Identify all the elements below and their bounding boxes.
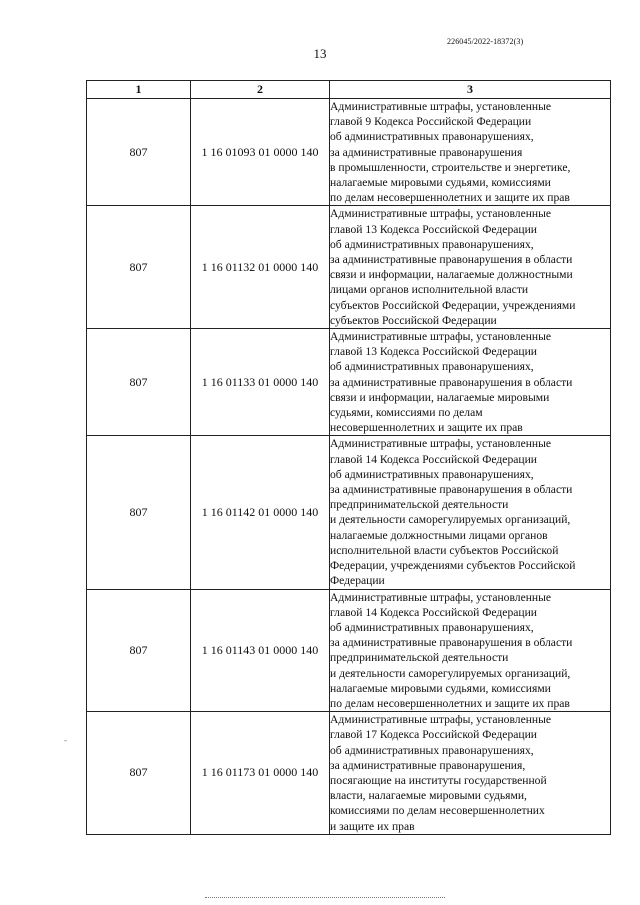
table-row (87, 589, 611, 712)
revenue-name-line: об административных правонарушениях, (330, 620, 534, 634)
admin-code-cell: 807 (87, 589, 191, 712)
revenue-name-line: посягающие на институты государственной (330, 773, 547, 787)
revenue-name-line: Административные штрафы, установленные (330, 713, 552, 727)
table-row (87, 99, 611, 206)
admin-code-cell: 807 (87, 206, 191, 329)
table-row (87, 329, 611, 436)
revenue-name-line: субъектов Российской Федерации (330, 313, 497, 327)
revenue-name-line: главой 13 Кодекса Российской Федерации (330, 222, 538, 236)
margin-mark: - (64, 735, 67, 745)
revenue-name-line: в промышленности, строительстве и энергетике, (330, 160, 571, 174)
revenue-name-line: субъектов Российской Федерации, учреждениями (330, 298, 576, 312)
kbk-code-cell: 1 16 01093 01 0000 140 (191, 99, 330, 206)
revenue-name-line: связи и информации, налагаемые должностными (330, 268, 573, 282)
revenue-name-cell (330, 436, 611, 589)
revenue-name-cell (330, 712, 611, 835)
column-header-1: 1 (87, 81, 191, 99)
revenue-name-line: Административные штрафы, установленные (330, 330, 552, 344)
revenue-name-line: главой 14 Кодекса Российской Федерации (330, 605, 538, 619)
revenue-name-cell (330, 329, 611, 436)
revenue-name-line: за административные правонарушения, (330, 758, 526, 772)
table-row (87, 712, 611, 835)
revenue-name-line: главой 9 Кодекса Российской Федерации (330, 115, 532, 129)
revenue-name-line: налагаемые мировыми судьями, комиссиями (330, 681, 551, 695)
admin-code-cell: 807 (87, 329, 191, 436)
revenue-name-line: лицами органов исполнительной власти (330, 283, 529, 297)
revenue-name-line: об административных правонарушениях, (330, 360, 534, 374)
revenue-name-line: власти, налагаемые мировыми судьями, (330, 789, 527, 803)
revenue-name-line: Административные штрафы, установленные (330, 100, 552, 113)
revenue-name-line: Федерации, учреждениями субъектов Российской (330, 559, 576, 573)
revenue-name-line: исполнительной власти субъектов Российской (330, 543, 559, 557)
kbk-code-cell: 1 16 01133 01 0000 140 (191, 329, 330, 436)
revenue-name-line: по делам несовершеннолетних и защите их прав (330, 191, 570, 205)
revenue-name-line: об административных правонарушениях, (330, 467, 534, 481)
revenue-name-line: предпринимательской деятельности (330, 651, 509, 665)
revenue-name-line: связи и информации, налагаемые мировыми (330, 390, 550, 404)
admin-code-cell: 807 (87, 712, 191, 835)
revenue-name-line: об административных правонарушениях, (330, 743, 534, 757)
revenue-name-line: и деятельности саморегулируемых организаций, (330, 666, 571, 680)
kbk-code-cell: 1 16 01142 01 0000 140 (191, 436, 330, 589)
revenue-name-line: Административные штрафы, установленные (330, 437, 552, 451)
revenue-name-line: за административные правонарушения в области (330, 375, 573, 389)
revenue-name-line: Федерации (330, 574, 385, 588)
revenue-name-line: налагаемые мировыми судьями, комиссиями (330, 176, 551, 190)
budget-classification-table (86, 80, 611, 835)
revenue-name-cell (330, 99, 611, 206)
kbk-code-cell: 1 16 01132 01 0000 140 (191, 206, 330, 329)
kbk-code-cell: 1 16 01173 01 0000 140 (191, 712, 330, 835)
table-body (87, 99, 611, 835)
revenue-name-cell (330, 589, 611, 712)
revenue-name-line: несовершеннолетних и защите их прав (330, 421, 523, 435)
revenue-name-line: за административные правонарушения (330, 145, 523, 159)
revenue-name-line: об административных правонарушениях, (330, 130, 534, 144)
revenue-name-line: за административные правонарушения в области (330, 483, 573, 497)
revenue-name-line: по делам несовершеннолетних и защите их прав (330, 696, 570, 710)
kbk-code-cell: 1 16 01143 01 0000 140 (191, 589, 330, 712)
revenue-name-line: и защите их прав (330, 819, 415, 833)
table-header-row (87, 81, 611, 99)
admin-code-cell: 807 (87, 436, 191, 589)
revenue-name-line: и деятельности саморегулируемых организаций, (330, 513, 571, 527)
revenue-name-line: комиссиями по делам несовершеннолетних (330, 804, 545, 818)
document-code: 226045/2022-18372(3) (447, 37, 524, 46)
page-number: 13 (313, 46, 327, 61)
revenue-name-line: главой 13 Кодекса Российской Федерации (330, 345, 538, 359)
revenue-name-line: Административные штрафы, установленные (330, 207, 552, 221)
table-row (87, 436, 611, 589)
revenue-name-line: об административных правонарушениях, (330, 237, 534, 251)
revenue-name-line: налагаемые должностными лицами органов (330, 528, 548, 542)
column-header-3: 3 (330, 81, 611, 99)
admin-code-cell: 807 (87, 99, 191, 206)
revenue-name-line: предпринимательской деятельности (330, 498, 509, 512)
revenue-name-line: Административные штрафы, установленные (330, 590, 552, 604)
revenue-name-line: главой 14 Кодекса Российской Федерации (330, 452, 538, 466)
table-row (87, 206, 611, 329)
revenue-name-line: судьями, комиссиями по делам (330, 406, 483, 420)
revenue-name-line: за административные правонарушения в области (330, 636, 573, 650)
revenue-name-line: за административные правонарушения в области (330, 253, 573, 267)
footer-scan-marks (205, 897, 445, 900)
column-header-2: 2 (191, 81, 330, 99)
revenue-name-line: главой 17 Кодекса Российской Федерации (330, 728, 538, 742)
revenue-name-cell (330, 206, 611, 329)
